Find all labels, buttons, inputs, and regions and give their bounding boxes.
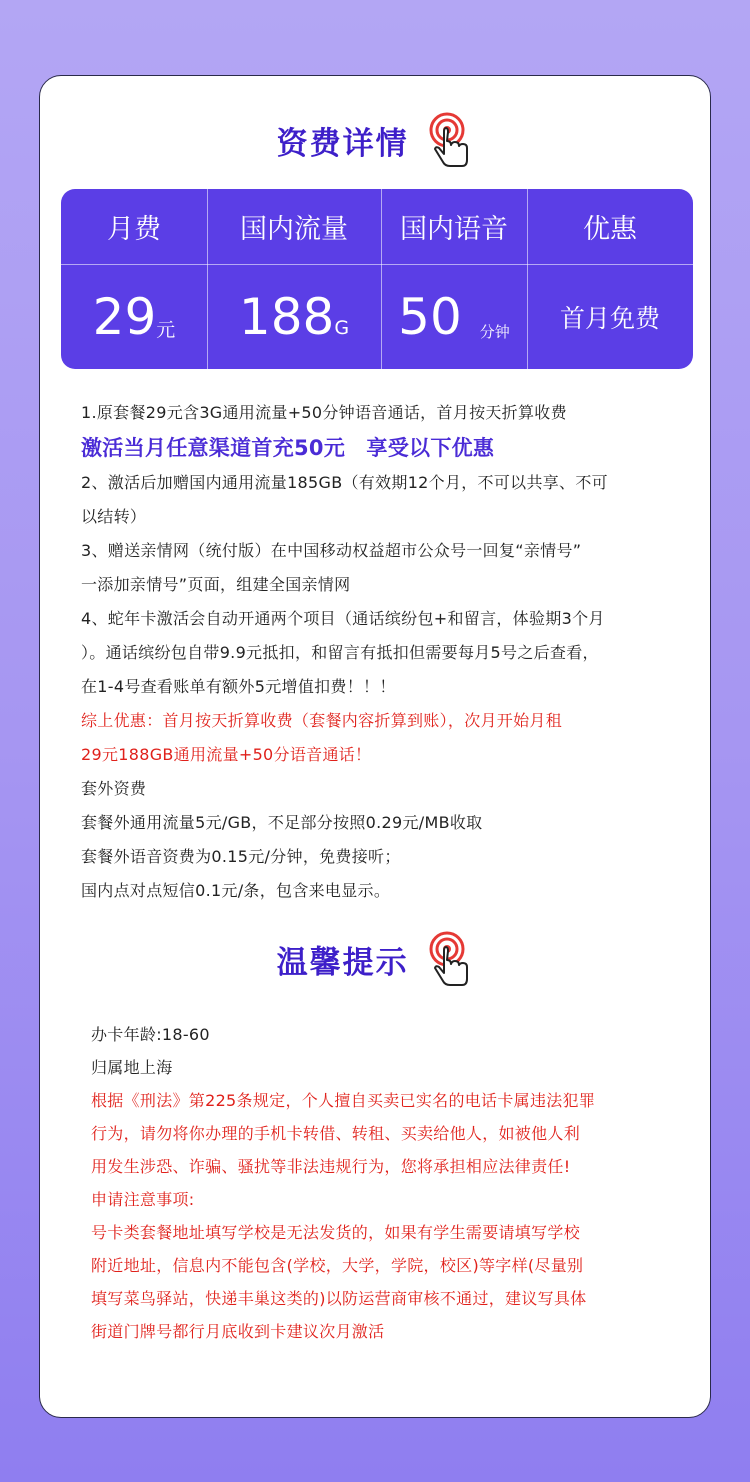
header-monthly-fee: 月费 [107, 214, 161, 245]
tip-law-a: 根据《刑法》第225条规定，个人擅自买卖已实名的电话卡属违法犯罪 [91, 1091, 596, 1110]
tip-law-c: 用发生涉恐、诈骗、骚扰等非法违规行为，您将承担相应法律责任! [91, 1157, 571, 1176]
detail-line-3a: 3、赠送亲情网（统付版）在中国移动权益超市公众号一回复“亲情号” [81, 541, 582, 560]
promo-highlight: 激活当月任意渠道首充50元 享受以下优惠 [81, 436, 495, 460]
voice-value: 50 [398, 288, 462, 346]
tip-notice-d: 街道门牌号都行月底收到卡建议次月激活 [91, 1322, 385, 1341]
table-header-row [61, 189, 693, 264]
plan-summary-table [61, 189, 693, 369]
tip-notice-title: 申请注意事项: [91, 1190, 195, 1209]
tips-title: 温馨提示 [276, 944, 409, 981]
detail-line-4c: 在1-4号查看账单有额外5元增值扣费！！！ [81, 677, 396, 696]
tip-region: 归属地上海 [91, 1058, 173, 1077]
promo-value: 首月免费 [559, 304, 660, 333]
plan-details [81, 396, 681, 908]
voice-unit: 分钟 [479, 322, 510, 341]
fee-value: 29 [92, 288, 157, 346]
extra-fee-sms: 国内点对点短信0.1元/条，包含来电显示。 [81, 881, 391, 900]
tip-notice-c: 填写菜鸟驿站，快递丰巢这类的)以防运营商审核不通过，建议写具体 [91, 1289, 587, 1308]
header-discount: 优惠 [583, 214, 637, 245]
tip-notice-a: 号卡类套餐地址填写学校是无法发货的，如果有学生需要请填写学校 [91, 1223, 581, 1242]
extra-fee-title: 套外资费 [81, 779, 147, 798]
header-domestic-data: 国内流量 [240, 214, 348, 245]
extra-fee-data: 套餐外通用流量5元/GB，不足部分按照0.29元/MB收取 [81, 813, 483, 832]
detail-line-3b: 一添加亲情号”页面，组建全国亲情网 [81, 575, 351, 594]
tap-hand-icon [429, 112, 473, 168]
extra-fee-voice: 套餐外语音资费为0.15元/分钟，免费接听； [81, 847, 401, 866]
data-value: 188 [238, 288, 335, 346]
section-title-fee-details [40, 112, 710, 168]
data-unit: G [334, 317, 350, 339]
tip-age: 办卡年龄:18-60 [91, 1025, 210, 1044]
main-card [39, 75, 711, 1418]
tip-law-b: 行为，请勿将你办理的手机卡转借、转租、买卖给他人，如被他人利 [91, 1124, 581, 1143]
detail-line-2a: 2、激活后加赠国内通用流量185GB（有效期12个月，不可以共享、不可 [81, 473, 608, 492]
tap-hand-icon [429, 931, 473, 987]
summary-line-b: 29元188GB通用流量+50分语音通话！ [81, 745, 372, 764]
tips-content [91, 1018, 691, 1348]
fee-unit: 元 [156, 318, 176, 341]
promo-cell [527, 265, 693, 369]
summary-line-a: 综上优惠：首月按天折算收费（套餐内容折算到账），次月开始月租 [81, 711, 563, 730]
tip-notice-b: 附近地址，信息内不能包含(学校，大学，学院，校区)等字样(尽量别 [91, 1256, 584, 1275]
detail-line-2b: 以结转） [81, 507, 147, 526]
detail-line-4a: 4、蛇年卡激活会自动开通两个项目（通话缤纷包+和留言，体验期3个月 [81, 609, 605, 628]
voice-cell [381, 265, 527, 369]
data-cell [207, 265, 381, 369]
header-domestic-voice: 国内语音 [400, 214, 508, 245]
detail-line-1: 1.原套餐29元含3G通用流量+50分钟语音通话，首月按天折算收费 [81, 403, 567, 422]
fee-details-title: 资费详情 [276, 125, 409, 162]
table-value-row [61, 265, 693, 369]
fee-cell [61, 265, 207, 369]
detail-line-4b: ）。通话缤纷包自带9.9元抵扣，和留言有抵扣但需要每月5号之后查看， [81, 643, 599, 662]
section-title-tips [40, 931, 710, 987]
